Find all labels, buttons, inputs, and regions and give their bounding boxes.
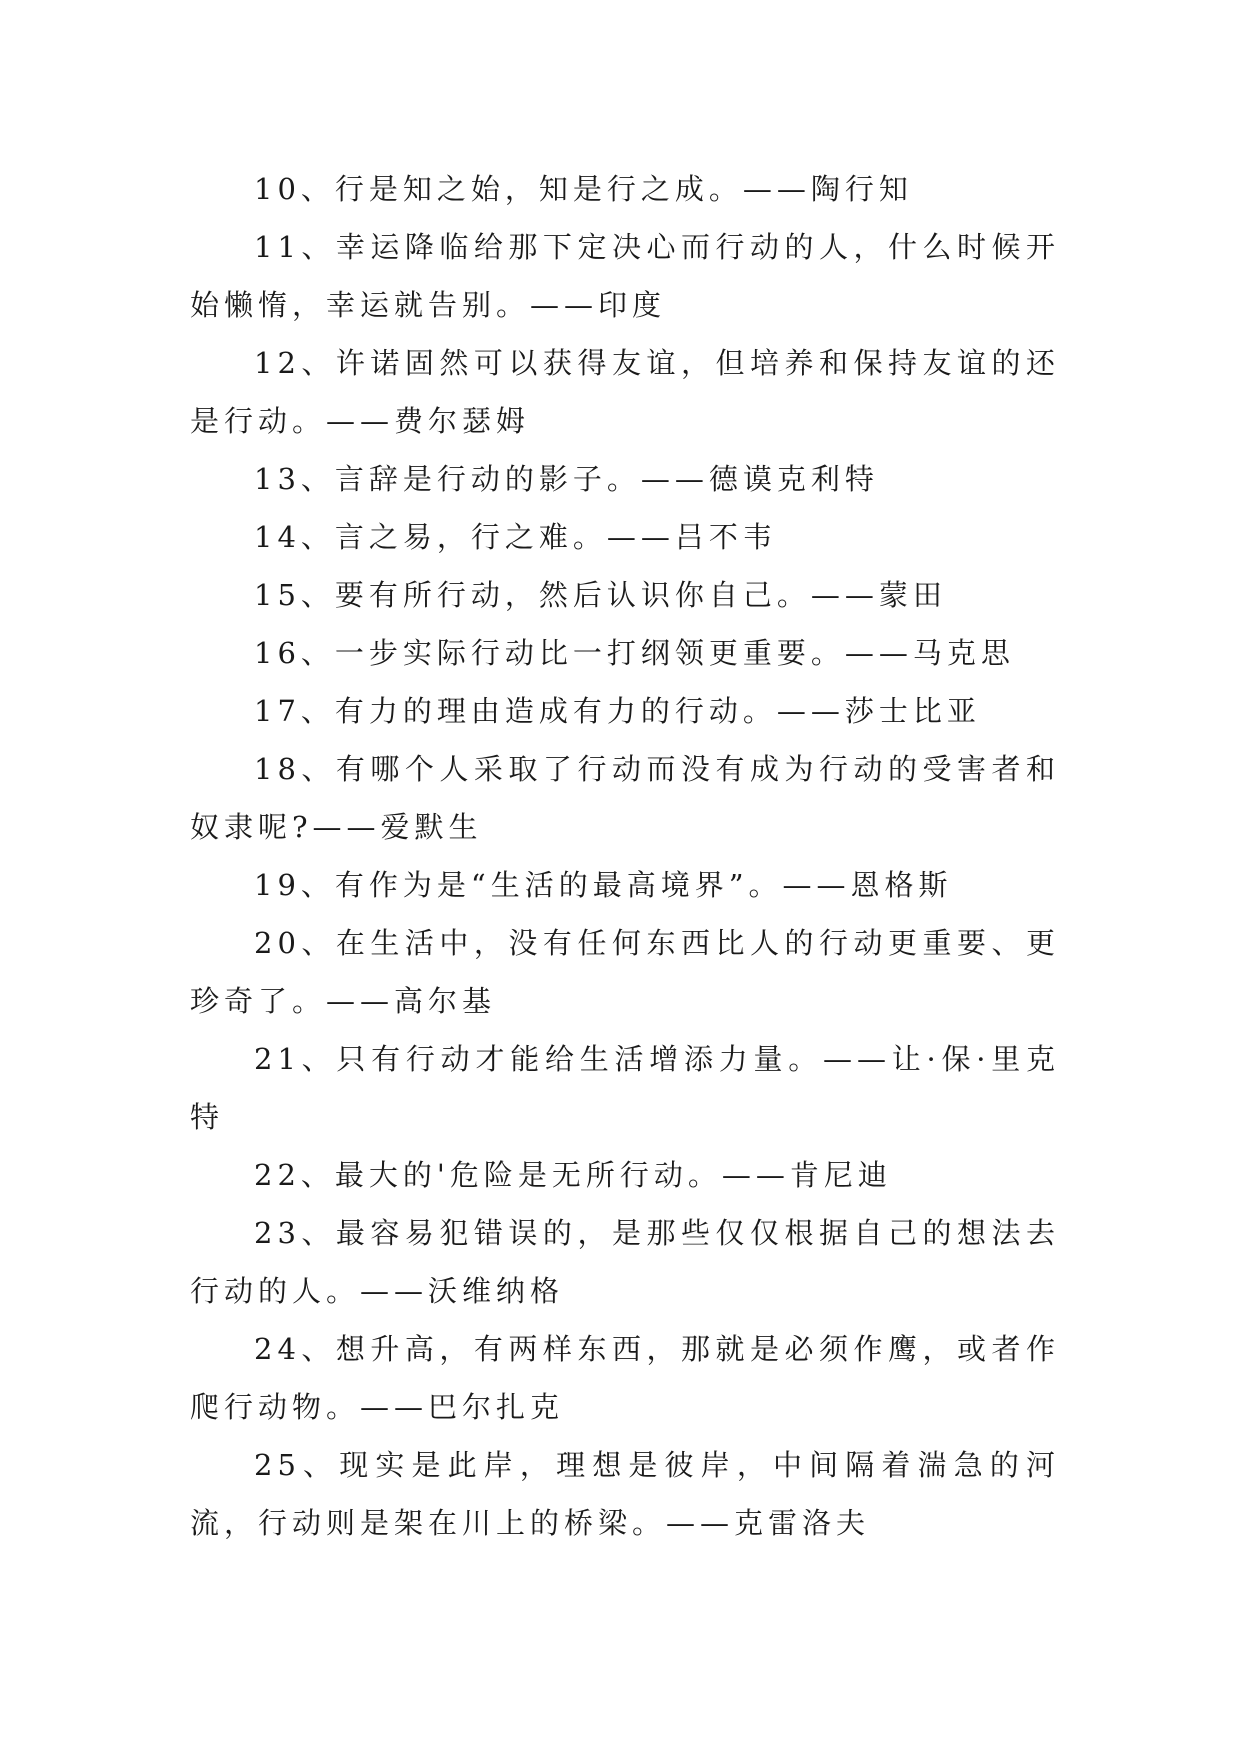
- quote-22: 22、最大的'危险是无所行动。——肯尼迪: [254, 1158, 892, 1192]
- quote-21: 21、只有行动才能给生活增添力量。——让·保·里克特: [190, 1042, 1060, 1134]
- quote-17: 17、有力的理由造成有力的行动。——莎士比亚: [254, 694, 981, 728]
- quote-25: 25、现实是此岸，理想是彼岸，中间隔着湍急的河流，行动则是架在川上的桥梁。——克雷洛夫: [190, 1448, 1060, 1540]
- quote-15: 15、要有所行动，然后认识你自己。——蒙田: [254, 578, 947, 612]
- quote-18: 18、有哪个人采取了行动而没有成为行动的受害者和奴隶呢?——爱默生: [190, 752, 1060, 844]
- quote-list: [190, 160, 1060, 1552]
- quote-19: 19、有作为是“生活的最高境界”。——恩格斯: [254, 868, 953, 902]
- quote-11: 11、幸运降临给那下定决心而行动的人，什么时候开始懒惰，幸运就告别。——印度: [190, 230, 1060, 322]
- quote-13: 13、言辞是行动的影子。——德谟克利特: [254, 462, 879, 496]
- quote-14: 14、言之易，行之难。——吕不韦: [254, 520, 777, 554]
- quote-20: 20、在生活中，没有任何东西比人的行动更重要、更珍奇了。——高尔基: [190, 926, 1060, 1018]
- quote-10: 10、行是知之始，知是行之成。——陶行知: [254, 172, 913, 206]
- quote-16: 16、一步实际行动比一打纲领更重要。——马克思: [254, 636, 1015, 670]
- quote-12: 12、许诺固然可以获得友谊，但培养和保持友谊的还是行动。——费尔瑟姆: [190, 346, 1060, 438]
- quote-24: 24、想升高，有两样东西，那就是必须作鹰，或者作爬行动物。——巴尔扎克: [190, 1332, 1060, 1424]
- quote-23: 23、最容易犯错误的，是那些仅仅根据自己的想法去行动的人。——沃维纳格: [190, 1216, 1060, 1308]
